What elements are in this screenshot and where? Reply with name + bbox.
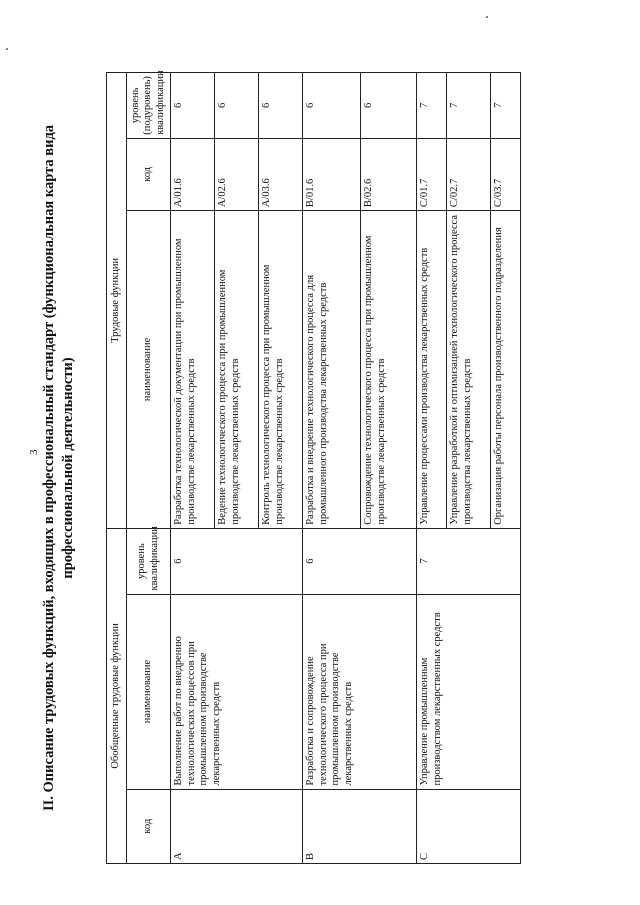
function-code: B/01.6 xyxy=(303,138,361,210)
scan-speck xyxy=(6,48,8,50)
function-name: Организация работы персонала производственного подразделения xyxy=(491,211,521,529)
group-name: Разработка и сопровождение технологического процесса при промышленном производстве лекарственных средств xyxy=(303,594,417,789)
group-level: 6 xyxy=(171,528,303,594)
function-level: 6 xyxy=(171,73,215,139)
function-code: B/02.6 xyxy=(361,138,417,210)
section-heading xyxy=(40,68,78,868)
function-name: Разработка и внедрение технологического процесса для промышленного производства лекарственных средств xyxy=(303,211,361,529)
function-code: C/01.7 xyxy=(417,138,447,210)
group-name: Выполнение работ по внедрению технологических процессов при промышленном производстве лекарственных средств xyxy=(171,594,303,789)
table-row xyxy=(303,73,361,864)
heading-line-1: II. Описание трудовых функций, входящих в профессиональный стандарт (функциональная карта вида xyxy=(41,124,57,812)
header-row-2 xyxy=(127,73,171,864)
function-code: C/03.7 xyxy=(491,138,521,210)
function-name: Сопровождение технологического процесса при промышленном производстве лекарственных средств xyxy=(361,211,417,529)
function-name: Разработка технологической документации при промышленном производстве лекарственных средств xyxy=(171,211,215,529)
function-code: C/02.7 xyxy=(447,138,491,210)
header-row-1 xyxy=(107,73,127,864)
function-name: Ведение технологического процесса при промышленном производстве лекарственных средств xyxy=(215,211,259,529)
header-code: код xyxy=(127,789,171,863)
rotated-page-content xyxy=(40,68,580,868)
function-level: 7 xyxy=(491,73,521,139)
function-level: 7 xyxy=(447,73,491,139)
table-row xyxy=(417,73,447,864)
function-code: A/02.6 xyxy=(215,138,259,210)
group-name: Управление промышленным производством лекарственных средств xyxy=(417,594,521,789)
function-name: Управление разработкой и оптимизацией технологического процесса производства лекарственных средств xyxy=(447,211,491,529)
function-name: Контроль технологического процесса при промышленном производстве лекарственных средств xyxy=(259,211,303,529)
function-level: 6 xyxy=(361,73,417,139)
function-level: 6 xyxy=(303,73,361,139)
group-code: C xyxy=(417,789,521,863)
header-labor-functions: Трудовые функции xyxy=(107,73,127,529)
header-level: уровень квалификации xyxy=(127,528,171,594)
header-generalized-functions: Обобщенные трудовые функции xyxy=(107,528,127,863)
table-row xyxy=(171,73,215,864)
function-code: A/01.6 xyxy=(171,138,215,210)
group-code: B xyxy=(303,789,417,863)
header-function-name: наименование xyxy=(127,211,171,529)
group-level: 6 xyxy=(303,528,417,594)
function-level: 6 xyxy=(259,73,303,139)
page-number: 3 xyxy=(28,449,40,455)
scan-speck xyxy=(486,16,488,18)
header-function-code: код xyxy=(127,138,171,210)
function-level: 6 xyxy=(215,73,259,139)
header-name: наименование xyxy=(127,594,171,789)
function-level: 7 xyxy=(417,73,447,139)
group-level: 7 xyxy=(417,528,521,594)
function-code: A/03.6 xyxy=(259,138,303,210)
group-code: A xyxy=(171,789,303,863)
heading-line-2: профессиональной деятельности) xyxy=(60,357,76,579)
function-name: Управление процессами производства лекарственных средств xyxy=(417,211,447,529)
header-function-level: уровень (подуровень) квалификации xyxy=(127,73,171,139)
functional-map-table xyxy=(106,72,521,864)
